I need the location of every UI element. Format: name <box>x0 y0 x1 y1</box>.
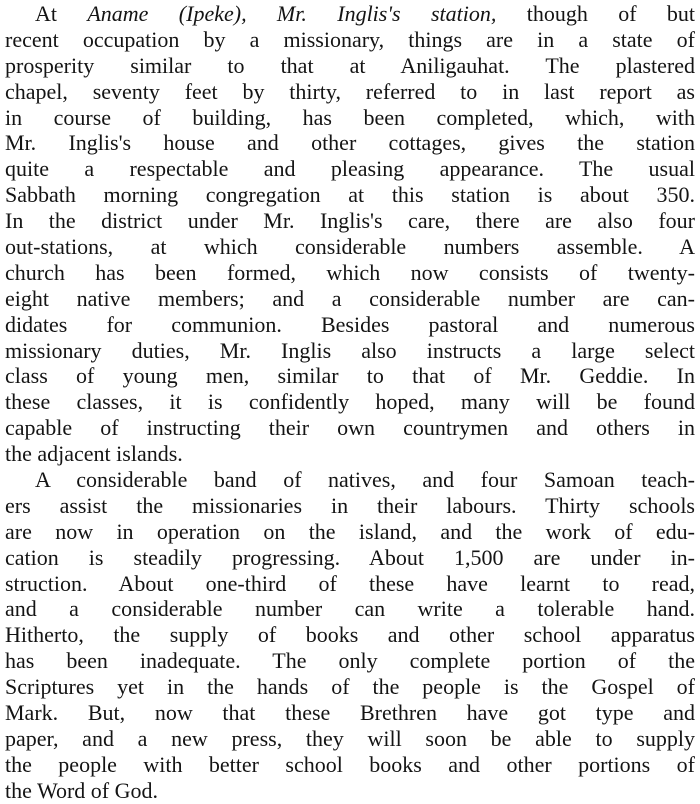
text-run: church has been formed, which now consists of twenty- <box>5 259 695 285</box>
text-line <box>5 79 695 105</box>
text-line <box>5 156 695 182</box>
text-line <box>5 726 695 752</box>
text-run: recent occupation by a missionary, things are in a state of <box>5 26 695 52</box>
document-page <box>5 0 695 803</box>
text-line <box>5 674 695 700</box>
text-line <box>5 415 695 441</box>
text-line <box>5 53 695 79</box>
text-run: Scriptures yet in the hands of the people is the Gospel of <box>5 674 695 700</box>
text-run: has been inadequate. The only complete portion of the <box>5 648 695 674</box>
italic-text: Aname (Ipeke), Mr. Inglis's station, <box>87 1 497 26</box>
paragraph <box>5 1 695 467</box>
text-line <box>5 648 695 674</box>
text-run: prosperity similar to that at Aniligauhat. The plastered <box>5 52 695 78</box>
text-run: Mark. But, now that these Brethren have got type and <box>5 700 695 726</box>
text-run: class of young men, similar to that of Mr. Geddie. In <box>5 363 695 389</box>
text-line <box>5 493 695 519</box>
text-line <box>5 208 695 234</box>
text-body <box>5 1 695 804</box>
text-run: Sabbath morning congregation at this station is about 350. <box>5 182 695 208</box>
text-run: these classes, it is confidently hoped, many will be found <box>5 389 695 415</box>
text-run: out-stations, at which considerable numbers assemble. A <box>5 234 695 260</box>
text-run: quite a respectable and pleasing appearance. The usual <box>5 156 695 182</box>
text-run: though of but <box>496 1 695 26</box>
text-run: and a considerable number can write a tolerable hand. <box>5 596 695 622</box>
text-run: missionary duties, Mr. Inglis also instructs a large select <box>5 337 695 363</box>
text-line <box>5 105 695 131</box>
text-line <box>5 27 695 53</box>
text-line <box>5 182 695 208</box>
text-run: are now in operation on the island, and the work of edu- <box>5 518 695 544</box>
paragraph <box>5 467 695 804</box>
text-run: the Word of God. <box>5 777 159 803</box>
text-line <box>5 130 695 156</box>
text-line <box>5 778 695 804</box>
text-run: Mr. Inglis's house and other cottages, gives the station <box>5 130 695 156</box>
text-line <box>5 441 695 467</box>
text-line <box>5 1 695 27</box>
text-line <box>5 363 695 389</box>
text-run: paper, and a new press, they will soon be able to supply <box>5 725 695 751</box>
text-run: In the district under Mr. Inglis's care, there are also four <box>5 208 695 234</box>
text-run: didates for communion. Besides pastoral and numerous <box>5 311 695 337</box>
text-line <box>5 545 695 571</box>
text-line <box>5 700 695 726</box>
text-run: At <box>35 1 88 26</box>
text-run: struction. About one-third of these have learnt to read, <box>5 570 695 596</box>
text-run: A considerable band of natives, and four Samoan teach- <box>35 467 695 493</box>
text-run: the adjacent islands. <box>5 441 183 467</box>
text-run: in course of building, has been completed, which, with <box>5 104 695 130</box>
text-run: cation is steadily progressing. About 1,500 are under in- <box>5 544 695 570</box>
text-run: ers assist the missionaries in their labours. Thirty schools <box>5 492 695 518</box>
text-run: the people with better school books and other portions of <box>5 751 695 777</box>
text-run: eight native members; and a considerable number are can- <box>5 285 695 311</box>
text-run: capable of instructing their own countrymen and others in <box>5 415 695 441</box>
text-line <box>5 622 695 648</box>
text-line <box>5 467 695 493</box>
text-line <box>5 312 695 338</box>
text-run: Hitherto, the supply of books and other school apparatus <box>5 622 695 648</box>
text-line <box>5 596 695 622</box>
text-line <box>5 234 695 260</box>
text-line <box>5 260 695 286</box>
text-line <box>5 519 695 545</box>
text-line <box>5 571 695 597</box>
text-line <box>5 286 695 312</box>
text-line <box>5 752 695 778</box>
text-run: chapel, seventy feet by thirty, referred to in last report as <box>5 78 695 104</box>
text-line <box>5 389 695 415</box>
text-line <box>5 338 695 364</box>
